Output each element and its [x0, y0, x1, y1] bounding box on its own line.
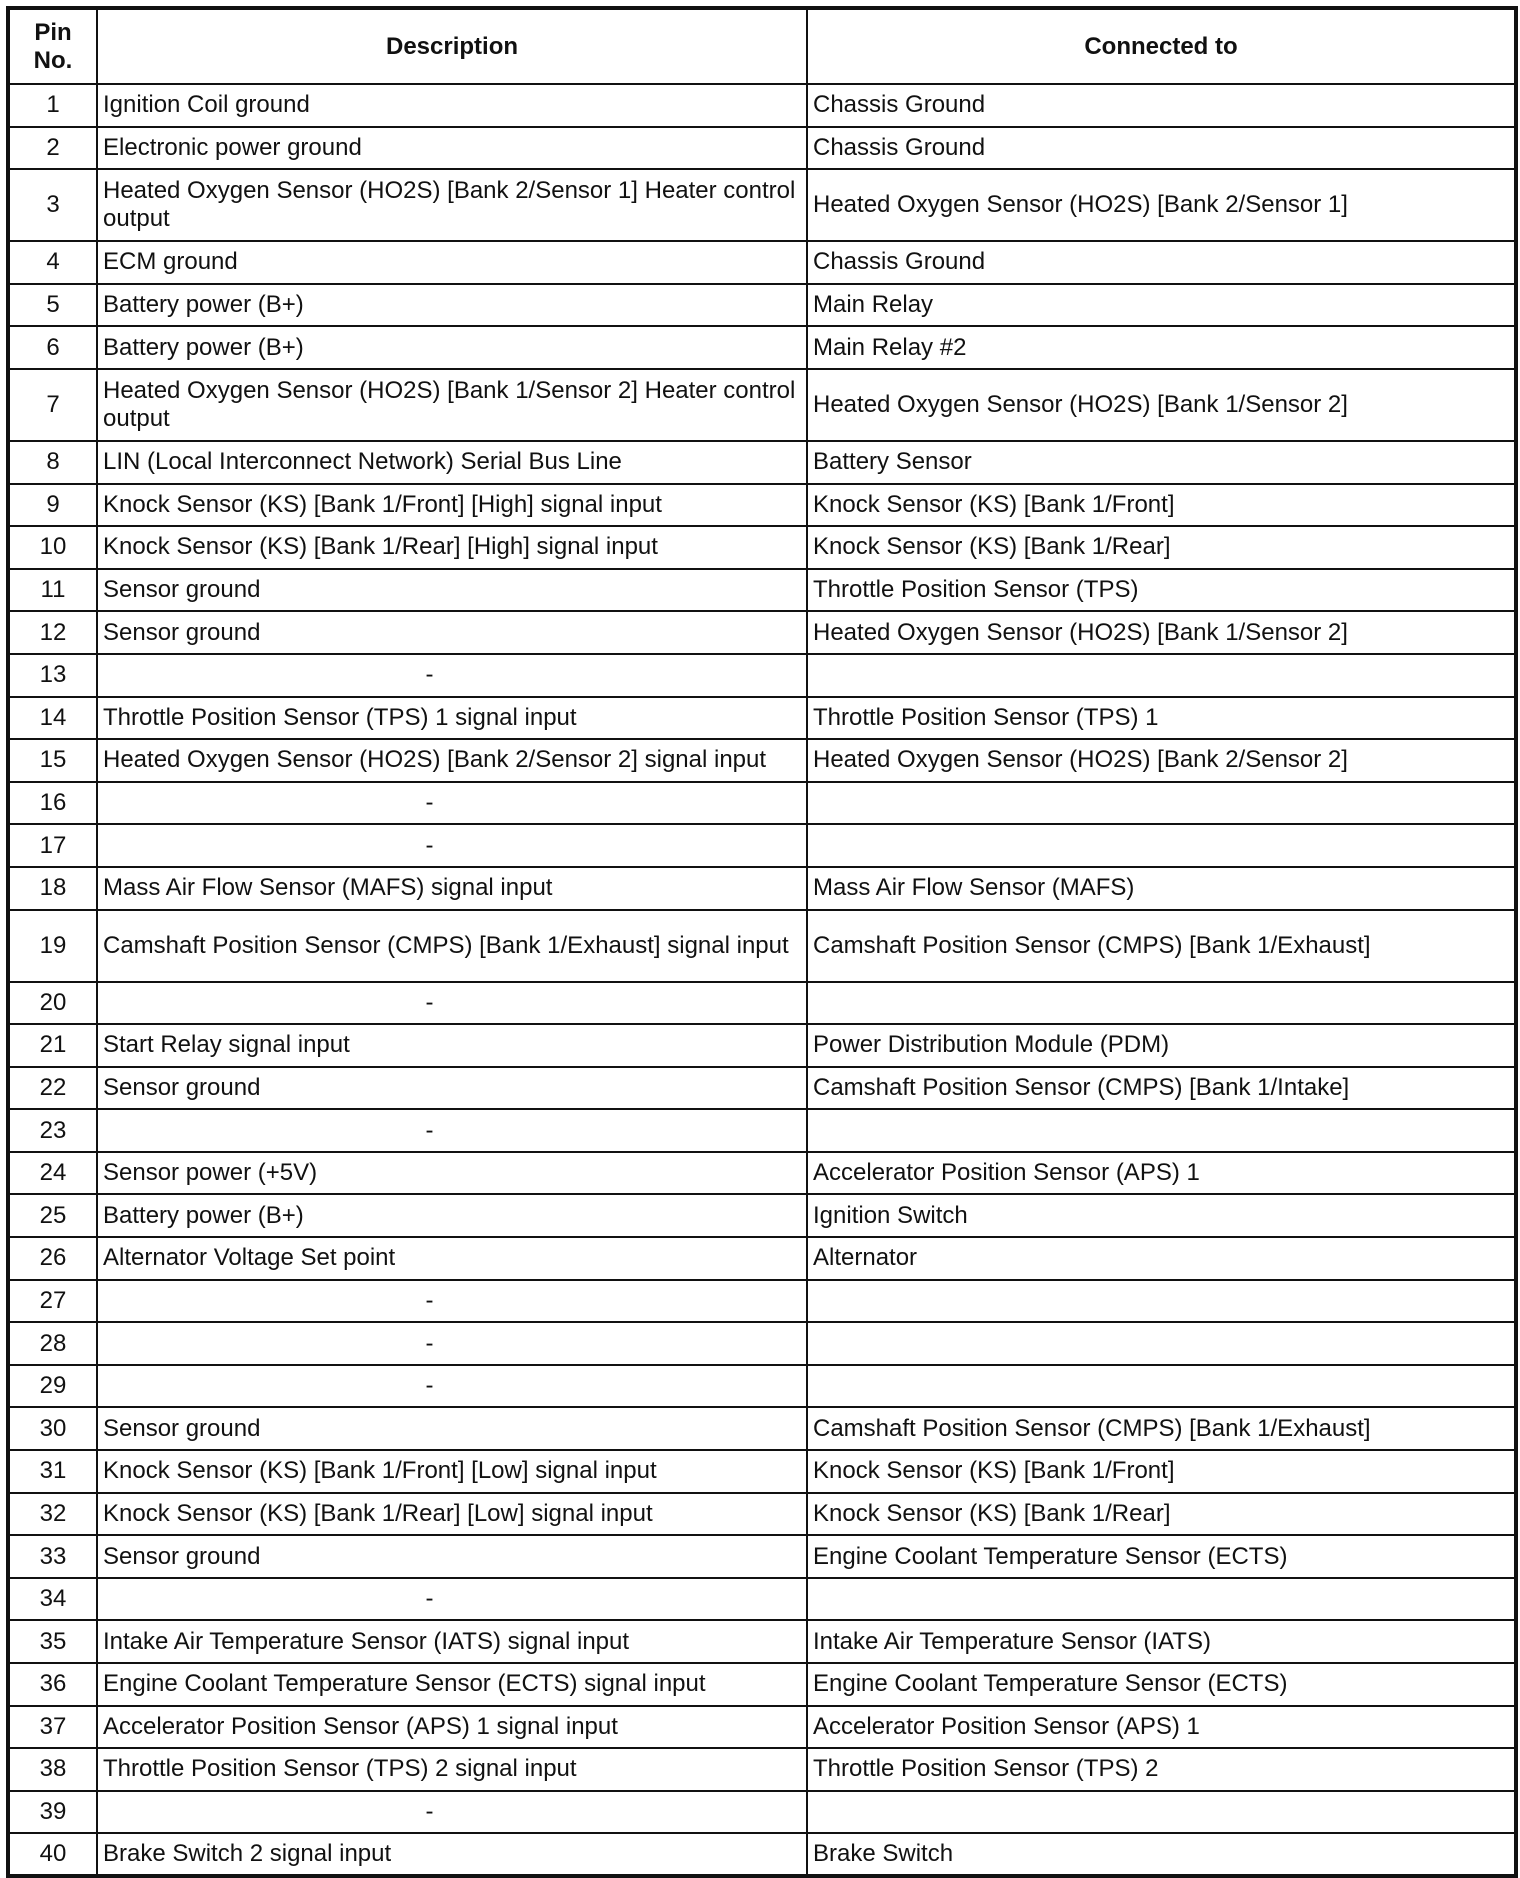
connected-to-cell: Brake Switch [807, 1833, 1516, 1876]
description-cell: Ignition Coil ground [97, 84, 807, 127]
pin-table [6, 6, 1518, 1878]
table-row [8, 484, 1516, 527]
pin-number-cell: 12 [8, 611, 97, 654]
description-cell: Mass Air Flow Sensor (MAFS) signal input [97, 867, 807, 910]
pin-number-cell: 13 [8, 654, 97, 697]
connected-to-cell: Power Distribution Module (PDM) [807, 1024, 1516, 1067]
connected-to-cell: Main Relay [807, 284, 1516, 327]
connected-to-cell: Knock Sensor (KS) [Bank 1/Front] [807, 484, 1516, 527]
description-cell: Throttle Position Sensor (TPS) 1 signal input [97, 697, 807, 740]
description-cell: Sensor ground [97, 1067, 807, 1110]
connected-to-cell: Throttle Position Sensor (TPS) 1 [807, 697, 1516, 740]
table-row [8, 910, 1516, 982]
description-cell: ECM ground [97, 241, 807, 284]
description-cell: Sensor ground [97, 1407, 807, 1450]
connected-to-cell: Heated Oxygen Sensor (HO2S) [Bank 1/Sensor 2] [807, 369, 1516, 441]
table-row [8, 369, 1516, 441]
description-cell: Sensor ground [97, 1535, 807, 1578]
table-row [8, 1578, 1516, 1621]
pin-number-cell: 28 [8, 1322, 97, 1365]
table-row [8, 782, 1516, 825]
description-cell: Alternator Voltage Set point [97, 1237, 807, 1280]
table-row [8, 867, 1516, 910]
table-row [8, 1109, 1516, 1152]
table-row [8, 824, 1516, 867]
connected-to-cell: Knock Sensor (KS) [Bank 1/Rear] [807, 1493, 1516, 1536]
description-cell: - [97, 1365, 807, 1408]
table-row [8, 1663, 1516, 1706]
table-row [8, 1706, 1516, 1749]
connected-to-cell [807, 1365, 1516, 1408]
table-row [8, 169, 1516, 241]
connected-to-cell: Accelerator Position Sensor (APS) 1 [807, 1152, 1516, 1195]
description-cell: - [97, 654, 807, 697]
connected-to-cell [807, 1322, 1516, 1365]
table-row [8, 1024, 1516, 1067]
table-row [8, 127, 1516, 170]
description-cell: - [97, 1791, 807, 1834]
table-row [8, 1322, 1516, 1365]
pin-number-cell: 9 [8, 484, 97, 527]
connected-to-cell: Accelerator Position Sensor (APS) 1 [807, 1706, 1516, 1749]
table-row [8, 1620, 1516, 1663]
connected-to-cell: Chassis Ground [807, 241, 1516, 284]
table-row [8, 1067, 1516, 1110]
connected-to-cell: Knock Sensor (KS) [Bank 1/Front] [807, 1450, 1516, 1493]
connected-to-cell: Heated Oxygen Sensor (HO2S) [Bank 2/Sensor 1] [807, 169, 1516, 241]
connected-to-cell [807, 1280, 1516, 1323]
table-row [8, 241, 1516, 284]
table-row [8, 1365, 1516, 1408]
description-cell: - [97, 782, 807, 825]
table-row [8, 697, 1516, 740]
connected-to-cell [807, 782, 1516, 825]
connected-to-cell: Throttle Position Sensor (TPS) [807, 569, 1516, 612]
description-cell: Knock Sensor (KS) [Bank 1/Front] [Low] signal input [97, 1450, 807, 1493]
table-row [8, 526, 1516, 569]
pin-number-cell: 10 [8, 526, 97, 569]
description-cell: - [97, 1322, 807, 1365]
description-cell: Battery power (B+) [97, 284, 807, 327]
pin-number-cell: 15 [8, 739, 97, 782]
header-description: Description [97, 8, 807, 84]
pin-number-cell: 36 [8, 1663, 97, 1706]
table-row [8, 84, 1516, 127]
connected-to-cell: Heated Oxygen Sensor (HO2S) [Bank 1/Sensor 2] [807, 611, 1516, 654]
pin-number-cell: 26 [8, 1237, 97, 1280]
pin-number-cell: 35 [8, 1620, 97, 1663]
pin-number-cell: 2 [8, 127, 97, 170]
table-row [8, 1535, 1516, 1578]
description-cell: - [97, 824, 807, 867]
pin-number-cell: 5 [8, 284, 97, 327]
pin-rows [8, 84, 1516, 1876]
pin-number-cell: 21 [8, 1024, 97, 1067]
header-pin-no: Pin No. [8, 8, 97, 84]
pin-number-cell: 23 [8, 1109, 97, 1152]
pin-number-cell: 6 [8, 326, 97, 369]
pin-number-cell: 16 [8, 782, 97, 825]
pin-number-cell: 14 [8, 697, 97, 740]
table-row [8, 1407, 1516, 1450]
description-cell: - [97, 982, 807, 1025]
pin-number-cell: 40 [8, 1833, 97, 1876]
description-cell: Sensor ground [97, 611, 807, 654]
table-row [8, 1237, 1516, 1280]
description-cell: LIN (Local Interconnect Network) Serial Bus Line [97, 441, 807, 484]
pin-number-cell: 20 [8, 982, 97, 1025]
table-header-row [8, 8, 1516, 84]
connected-to-cell: Intake Air Temperature Sensor (IATS) [807, 1620, 1516, 1663]
description-cell: Knock Sensor (KS) [Bank 1/Front] [High] signal input [97, 484, 807, 527]
table-row [8, 1194, 1516, 1237]
table-row [8, 1280, 1516, 1323]
table-row [8, 1450, 1516, 1493]
connected-to-cell [807, 1791, 1516, 1834]
description-cell: Accelerator Position Sensor (APS) 1 signal input [97, 1706, 807, 1749]
description-cell: Knock Sensor (KS) [Bank 1/Rear] [Low] signal input [97, 1493, 807, 1536]
table-row [8, 284, 1516, 327]
description-cell: - [97, 1578, 807, 1621]
table-row [8, 1791, 1516, 1834]
connected-to-cell: Chassis Ground [807, 127, 1516, 170]
pin-number-cell: 22 [8, 1067, 97, 1110]
description-cell: Battery power (B+) [97, 326, 807, 369]
connected-to-cell: Camshaft Position Sensor (CMPS) [Bank 1/Exhaust] [807, 1407, 1516, 1450]
table-row [8, 1152, 1516, 1195]
description-cell: Knock Sensor (KS) [Bank 1/Rear] [High] signal input [97, 526, 807, 569]
description-cell: Battery power (B+) [97, 1194, 807, 1237]
table-row [8, 569, 1516, 612]
description-cell: Sensor ground [97, 569, 807, 612]
pin-number-cell: 39 [8, 1791, 97, 1834]
table-row [8, 1493, 1516, 1536]
table-row [8, 982, 1516, 1025]
description-cell: Start Relay signal input [97, 1024, 807, 1067]
pin-number-cell: 30 [8, 1407, 97, 1450]
connected-to-cell: Throttle Position Sensor (TPS) 2 [807, 1748, 1516, 1791]
connected-to-cell: Engine Coolant Temperature Sensor (ECTS) [807, 1535, 1516, 1578]
pin-number-cell: 18 [8, 867, 97, 910]
description-cell: Electronic power ground [97, 127, 807, 170]
connected-to-cell: Battery Sensor [807, 441, 1516, 484]
pin-number-cell: 33 [8, 1535, 97, 1578]
connected-to-cell: Chassis Ground [807, 84, 1516, 127]
connected-to-cell: Engine Coolant Temperature Sensor (ECTS) [807, 1663, 1516, 1706]
table-row [8, 611, 1516, 654]
connected-to-cell: Mass Air Flow Sensor (MAFS) [807, 867, 1516, 910]
pin-number-cell: 32 [8, 1493, 97, 1536]
header-connected-to: Connected to [807, 8, 1516, 84]
table-row [8, 654, 1516, 697]
pin-number-cell: 1 [8, 84, 97, 127]
pin-number-cell: 8 [8, 441, 97, 484]
description-cell: Intake Air Temperature Sensor (IATS) signal input [97, 1620, 807, 1663]
description-cell: Heated Oxygen Sensor (HO2S) [Bank 2/Sensor 2] signal input [97, 739, 807, 782]
connected-to-cell: Ignition Switch [807, 1194, 1516, 1237]
connected-to-cell: Alternator [807, 1237, 1516, 1280]
pin-number-cell: 11 [8, 569, 97, 612]
pin-number-cell: 19 [8, 910, 97, 982]
connected-to-cell: Main Relay #2 [807, 326, 1516, 369]
table-row [8, 326, 1516, 369]
table-row [8, 441, 1516, 484]
connected-to-cell [807, 654, 1516, 697]
pin-number-cell: 31 [8, 1450, 97, 1493]
connected-to-cell: Heated Oxygen Sensor (HO2S) [Bank 2/Sensor 2] [807, 739, 1516, 782]
connected-to-cell [807, 824, 1516, 867]
connected-to-cell [807, 1578, 1516, 1621]
pin-number-cell: 29 [8, 1365, 97, 1408]
description-cell: Heated Oxygen Sensor (HO2S) [Bank 1/Sensor 2] Heater control output [97, 369, 807, 441]
description-cell: Brake Switch 2 signal input [97, 1833, 807, 1876]
table-row [8, 1748, 1516, 1791]
pin-number-cell: 4 [8, 241, 97, 284]
pin-number-cell: 3 [8, 169, 97, 241]
description-cell: - [97, 1109, 807, 1152]
pin-number-cell: 25 [8, 1194, 97, 1237]
table-row [8, 739, 1516, 782]
pin-number-cell: 37 [8, 1706, 97, 1749]
pin-number-cell: 7 [8, 369, 97, 441]
pin-number-cell: 17 [8, 824, 97, 867]
pin-number-cell: 34 [8, 1578, 97, 1621]
connected-to-cell: Camshaft Position Sensor (CMPS) [Bank 1/Exhaust] [807, 910, 1516, 982]
connected-to-cell [807, 982, 1516, 1025]
description-cell: Engine Coolant Temperature Sensor (ECTS) signal input [97, 1663, 807, 1706]
connected-to-cell [807, 1109, 1516, 1152]
description-cell: Sensor power (+5V) [97, 1152, 807, 1195]
description-cell: Heated Oxygen Sensor (HO2S) [Bank 2/Sensor 1] Heater control output [97, 169, 807, 241]
description-cell: - [97, 1280, 807, 1323]
pin-number-cell: 38 [8, 1748, 97, 1791]
pin-number-cell: 27 [8, 1280, 97, 1323]
pin-number-cell: 24 [8, 1152, 97, 1195]
connected-to-cell: Camshaft Position Sensor (CMPS) [Bank 1/Intake] [807, 1067, 1516, 1110]
connected-to-cell: Knock Sensor (KS) [Bank 1/Rear] [807, 526, 1516, 569]
description-cell: Camshaft Position Sensor (CMPS) [Bank 1/Exhaust] signal input [97, 910, 807, 982]
description-cell: Throttle Position Sensor (TPS) 2 signal input [97, 1748, 807, 1791]
